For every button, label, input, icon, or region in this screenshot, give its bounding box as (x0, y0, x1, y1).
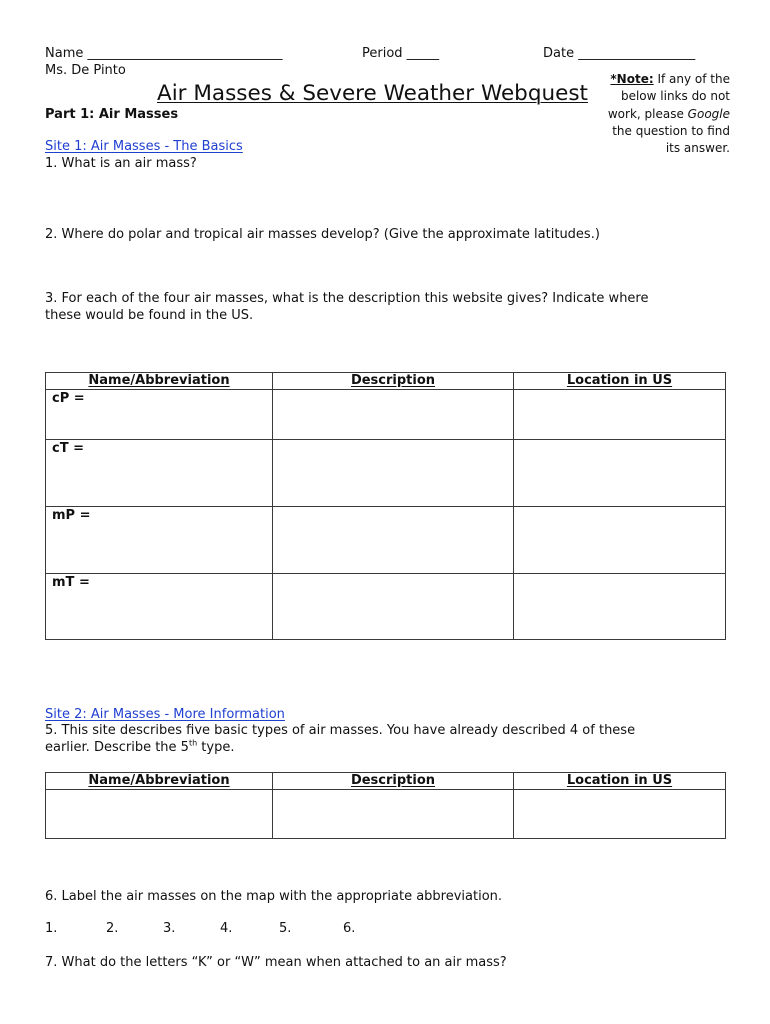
question-5-line-2 (45, 740, 635, 757)
row-label-mt: mT = (46, 574, 273, 640)
question-2: 2. Where do polar and tropical air masses develop? (Give the approximate latitudes.) (45, 227, 600, 242)
question-5 (45, 723, 635, 756)
page-title: Air Masses & Severe Weather Webquest (157, 81, 588, 106)
location-cell[interactable] (514, 574, 726, 640)
teacher-name: Ms. De Pinto (45, 63, 126, 78)
table-row (46, 507, 726, 574)
table-row (46, 574, 726, 640)
row-label-ct: cT = (46, 440, 273, 507)
question-3-line-2: these would be found in the US. (45, 307, 254, 323)
question-1: 1. What is an air mass? (45, 156, 197, 171)
header-description: Description (273, 773, 514, 790)
description-cell[interactable] (273, 440, 514, 507)
description-cell[interactable] (273, 574, 514, 640)
location-cell[interactable] (514, 790, 726, 839)
header-name-abbreviation: Name/Abbreviation (46, 373, 273, 390)
note-text-2: the question to find its answer. (612, 123, 730, 156)
question-5-line-2-a: earlier. Describe the 5 (45, 739, 189, 755)
table-header-row (46, 373, 726, 390)
question-3 (45, 291, 648, 324)
name-cell[interactable] (46, 790, 273, 839)
header-location: Location in US (514, 773, 726, 790)
row-label-mp: mP = (46, 507, 273, 574)
note-label: *Note: (610, 72, 654, 86)
map-label-6: 6. (343, 921, 356, 936)
name-field: Name ______________________________ (45, 46, 283, 61)
fifth-air-mass-table (45, 772, 726, 839)
map-label-2: 2. (106, 921, 119, 936)
period-field: Period _____ (362, 46, 440, 61)
part1-heading: Part 1: Air Masses (45, 107, 179, 122)
location-cell[interactable] (514, 390, 726, 440)
question-3-line-1: 3. For each of the four air masses, what is the description this website gives? Indicate where (45, 291, 649, 306)
question-7: 7. What do the letters “K” or “W” mean when attached to an air mass? (45, 955, 507, 970)
question-5-line-2-b: type. (197, 739, 235, 755)
air-mass-table (45, 372, 726, 640)
header-description: Description (273, 373, 514, 390)
header-name-abbreviation: Name/Abbreviation (46, 773, 273, 790)
description-cell[interactable] (273, 790, 514, 839)
table-row (46, 390, 726, 440)
table-header-row (46, 773, 726, 790)
description-cell[interactable] (273, 507, 514, 574)
map-label-1: 1. (45, 921, 58, 936)
location-cell[interactable] (514, 440, 726, 507)
question-6: 6. Label the air masses on the map with the appropriate abbreviation. (45, 889, 503, 904)
description-cell[interactable] (273, 390, 514, 440)
row-label-cp: cP = (46, 390, 273, 440)
note-google: Google (687, 106, 730, 121)
table-row (46, 790, 726, 839)
site1-link[interactable]: Site 1: Air Masses - The Basics (45, 139, 243, 154)
header-location: Location in US (514, 373, 726, 390)
map-label-4: 4. (220, 921, 233, 936)
question-5-line-1: 5. This site describes five basic types of air masses. You have already described 4 of these (45, 723, 636, 738)
site2-link[interactable]: Site 2: Air Masses - More Information (45, 707, 285, 722)
map-label-3: 3. (163, 921, 176, 936)
map-label-5: 5. (279, 921, 292, 936)
links-note (596, 71, 730, 157)
date-field: Date __________________ (543, 46, 696, 61)
question-5-superscript: th (188, 738, 198, 748)
table-row (46, 440, 726, 507)
location-cell[interactable] (514, 507, 726, 574)
note-text-1: If any of the below links do not work, please (607, 72, 730, 121)
